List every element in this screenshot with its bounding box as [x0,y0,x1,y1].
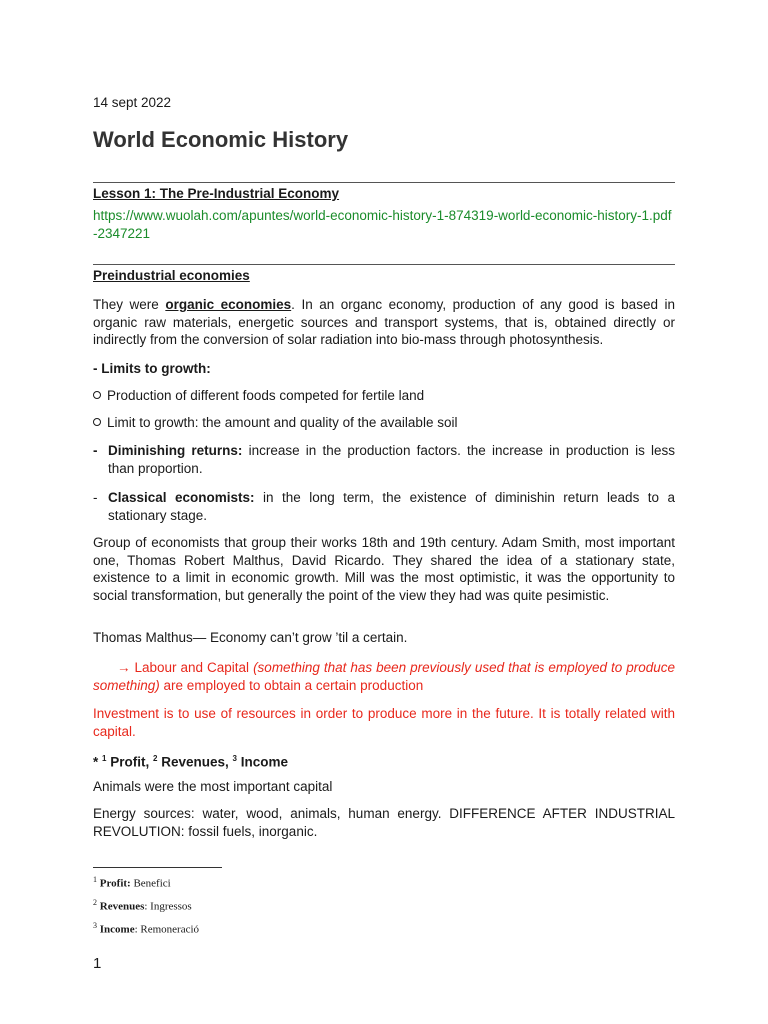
list-item: - Classical economists: in the long term, the existence of diminishin return leads to a stationary stage. [93,490,676,523]
circle-bullet-icon [93,391,101,399]
divider [93,264,675,265]
list-item: Production of different foods competed for fertile land [93,387,675,405]
list-item: - Diminishing returns: increase in the production factors. the increase in production is less than proportion. [93,443,675,476]
labour-capital-paragraph: → Labour and Capital (something that has been previously used that is employed to produce something) are employed to obtain a certain production [93,660,675,693]
footnote-divider [93,867,222,868]
investment-paragraph: Investment is to use of resources in order to produce more in the future. It is totally related with capital. [93,706,675,739]
page-number: 1 [93,955,102,972]
term-organic-economies: organic economies [165,297,292,312]
source-link[interactable]: https://www.wuolah.com/apuntes/world-economic-history-1-874319-world-economic-history-1.pdf-2347221 [93,208,672,241]
energy-paragraph: Energy sources: water, wood, animals, human energy. DIFFERENCE AFTER INDUSTRIAL REVOLUTION: fossil fuels, inorganic. [93,806,675,839]
intro-paragraph: They were organic economies. In an organc economy, production of any good is based in organic raw materials, energetic sources and transport systems, that is, obtained directly or indirectly from the conversion of solar radiation into bio-mass through photosynthesis. [93,297,675,347]
circle-bullet-icon [93,418,101,426]
document-date: 14 sept 2022 [93,95,172,110]
lesson-heading: Lesson 1: The Pre-Industrial Economy [93,186,340,201]
economists-paragraph: Group of economists that group their works 18th and 19th century. Adam Smith, most important one, Thomas Robert Malthus, David Ricardo. They shared the idea of a stationary state, existence to a limit in economic growth. Mill was the most optimistic, it was the opportunity to social transformation, but generally the point of the view they had was quite pesimistic. [93,535,675,603]
limits-heading: - Limits to growth: [93,361,211,376]
arrow-icon: → [117,660,131,675]
divider [93,182,675,183]
footnote: $^3$ Income: Remoneració [93,921,200,936]
section-heading: Preindustrial economies [93,268,250,283]
animals-paragraph: Animals were the most important capital [93,779,333,794]
footnote: $^1$ Profit: Benefici [93,875,171,890]
footnote: $^2$ Revenues: Ingressos [93,898,192,913]
footnote-terms-line: * $^1$ Profit, $^2$ Revenues, $^3$ Income [93,754,289,770]
malthus-paragraph: Thomas Malthus— Economy can’t grow ’til a certain. [93,630,408,645]
list-item: Limit to growth: the amount and quality of the available soil [93,414,675,432]
document-title: World Economic History [93,127,349,152]
